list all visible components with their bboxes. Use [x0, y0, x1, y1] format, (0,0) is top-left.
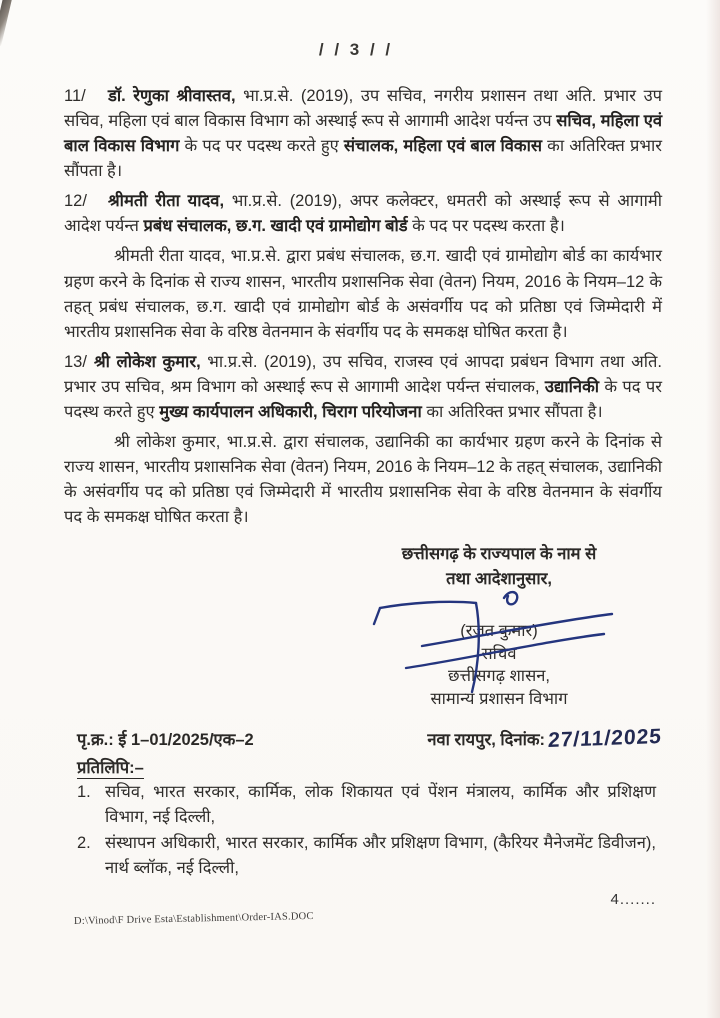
handwritten-date: 27/11/2025: [547, 724, 663, 752]
reference-number: पृ.क्र.: ई 1–01/2025/एक–2: [77, 730, 254, 749]
order-paragraph-12-continuation: [64, 244, 662, 344]
copy-item-text: सचिव, भारत सरकार, कार्मिक, लोक शिकायत एवं पेंशन मंत्रालय, कार्मिक और प्रशिक्षण विभाग, नई दिल्ली,: [105, 782, 656, 826]
signatory-name: (रजत कुमार): [460, 621, 538, 640]
paragraph-number: 12/: [64, 192, 87, 211]
order-paragraph-13-continuation: [64, 430, 662, 530]
signatory-designation: सचिव: [481, 644, 517, 663]
signature-block: [348, 542, 650, 711]
place-date-label: नवा रायपुर, दिनांक:: [427, 730, 546, 749]
copy-list-item: [77, 831, 662, 881]
signatory-org-line-1: छत्तीसगढ़ शासन,: [448, 667, 550, 686]
order-paragraph-12: [64, 189, 662, 239]
copy-item-text: संस्थापन अधिकारी, भारत सरकार, कार्मिक और प्रशिक्षण विभाग, (कैरियर मैनेजमेंट डिवीजन), नार्थ ब्लॉक, नई दिल्ली,: [105, 834, 656, 878]
authority-line-1: छत्तीसगढ़ के राज्यपाल के नाम से: [401, 545, 597, 564]
copy-item-number: 2.: [77, 834, 91, 853]
paragraph-text: श्रीमती रीता यादव, भा.प्र.से. (2019), अपर कलेक्टर, धमतरी को अस्थाई रूप से आगामी आदेश पर्यन्त प्रबंध संचालक, छ.ग. खादी एवं ग्रामोद्योग बोर्ड के पद पर पदस्थ करता है।: [64, 192, 663, 236]
place-and-date: [427, 724, 663, 752]
paragraph-number: 11/: [64, 87, 86, 105]
reference-row: [77, 724, 663, 752]
order-paragraph-13: [64, 350, 662, 425]
signatory-details: [348, 620, 650, 711]
paragraph-text: डॉ. रेणुका श्रीवास्तव, भा.प्र.से. (2019), उप सचिव, नगरीय प्रशासन तथा अति. प्रभार उप सचिव, महिला एवं बाल विकास विभाग को अस्थाई रूप से आगामी आदेश पर्यन्त उप सचिव, महिला एवं बाल विकास विभाग के पद पर पदस्थ करते हुए संचालक, महिला एवं बाल विकास का अतिरिक्त प्रभार सौंपता है।: [64, 87, 663, 181]
paragraph-text: श्री लोकेश कुमार, भा.प्र.से. (2019), उप सचिव, राजस्व एवं आपदा प्रबंधन विभाग तथा अति. प्रभार उप सचिव, श्रम विभाग को अस्थाई रूप से आगामी आदेश पर्यन्त संचालक, उद्यानिकी के पद पर पदस्थ करते हुए मुख्य कार्यपालन अधिकारी, चिराग परियोजना का अतिरिक्त प्रभार सौंपता है।: [64, 352, 662, 421]
copies-heading: प्रतिलिपि:–: [77, 758, 144, 777]
copy-list-item: [77, 780, 662, 830]
paragraph-text: श्री लोकेश कुमार, भा.प्र.से. द्वारा संचालक, उद्यानिकी का कार्यभार ग्रहण करने के दिनांक से राज्य शासन, भारतीय प्रशासनिक सेवा (वेतन) नियम, 2016 के नियम–12 के तहत् संचालक, उद्यानिकी के असंवर्गीय पद को प्रतिष्ठा एवं जिम्मेदारी में भारतीय प्रशासनिक सेवा के वरिष्ठ वेतनमान के संवर्गीय पद के समकक्ष घोषित करता है।: [64, 433, 662, 527]
authority-line-2: तथा आदेशानुसार,: [446, 570, 552, 589]
copy-list: [64, 780, 662, 881]
copy-item-number: 1.: [77, 782, 91, 801]
page-number-header: / / 3 / /: [318, 40, 394, 59]
continuation-page-mark: 4.......: [610, 890, 656, 908]
order-paragraph-11: [64, 84, 662, 184]
signatory-org-line-2: सामान्य प्रशासन विभाग: [430, 690, 568, 709]
file-path-footer: D:\Vinod\F Drive Esta\Establishment\Order-IAS.DOC: [73, 910, 314, 927]
paragraph-number: 13/: [64, 352, 87, 371]
paragraph-text: श्रीमती रीता यादव, भा.प्र.से. द्वारा प्रबंध संचालक, छ.ग. खादी एवं ग्रामोद्योग बोर्ड का कार्यभार ग्रहण करने के दिनांक से राज्य शासन, भारतीय प्रशासनिक सेवा (वेतन) नियम, 2016 के नियम–12 के तहत् प्रबंध संचालक, छ.ग. खादी एवं ग्रामोद्योग बोर्ड के असंवर्गीय पद को प्रतिष्ठा एवं जिम्मेदारी में भारतीय प्रशासनिक सेवा के वरिष्ठ वेतनमान के संवर्गीय पद के समकक्ष घोषित करता है।: [64, 247, 662, 341]
scan-corner-artifact: [0, 0, 13, 46]
